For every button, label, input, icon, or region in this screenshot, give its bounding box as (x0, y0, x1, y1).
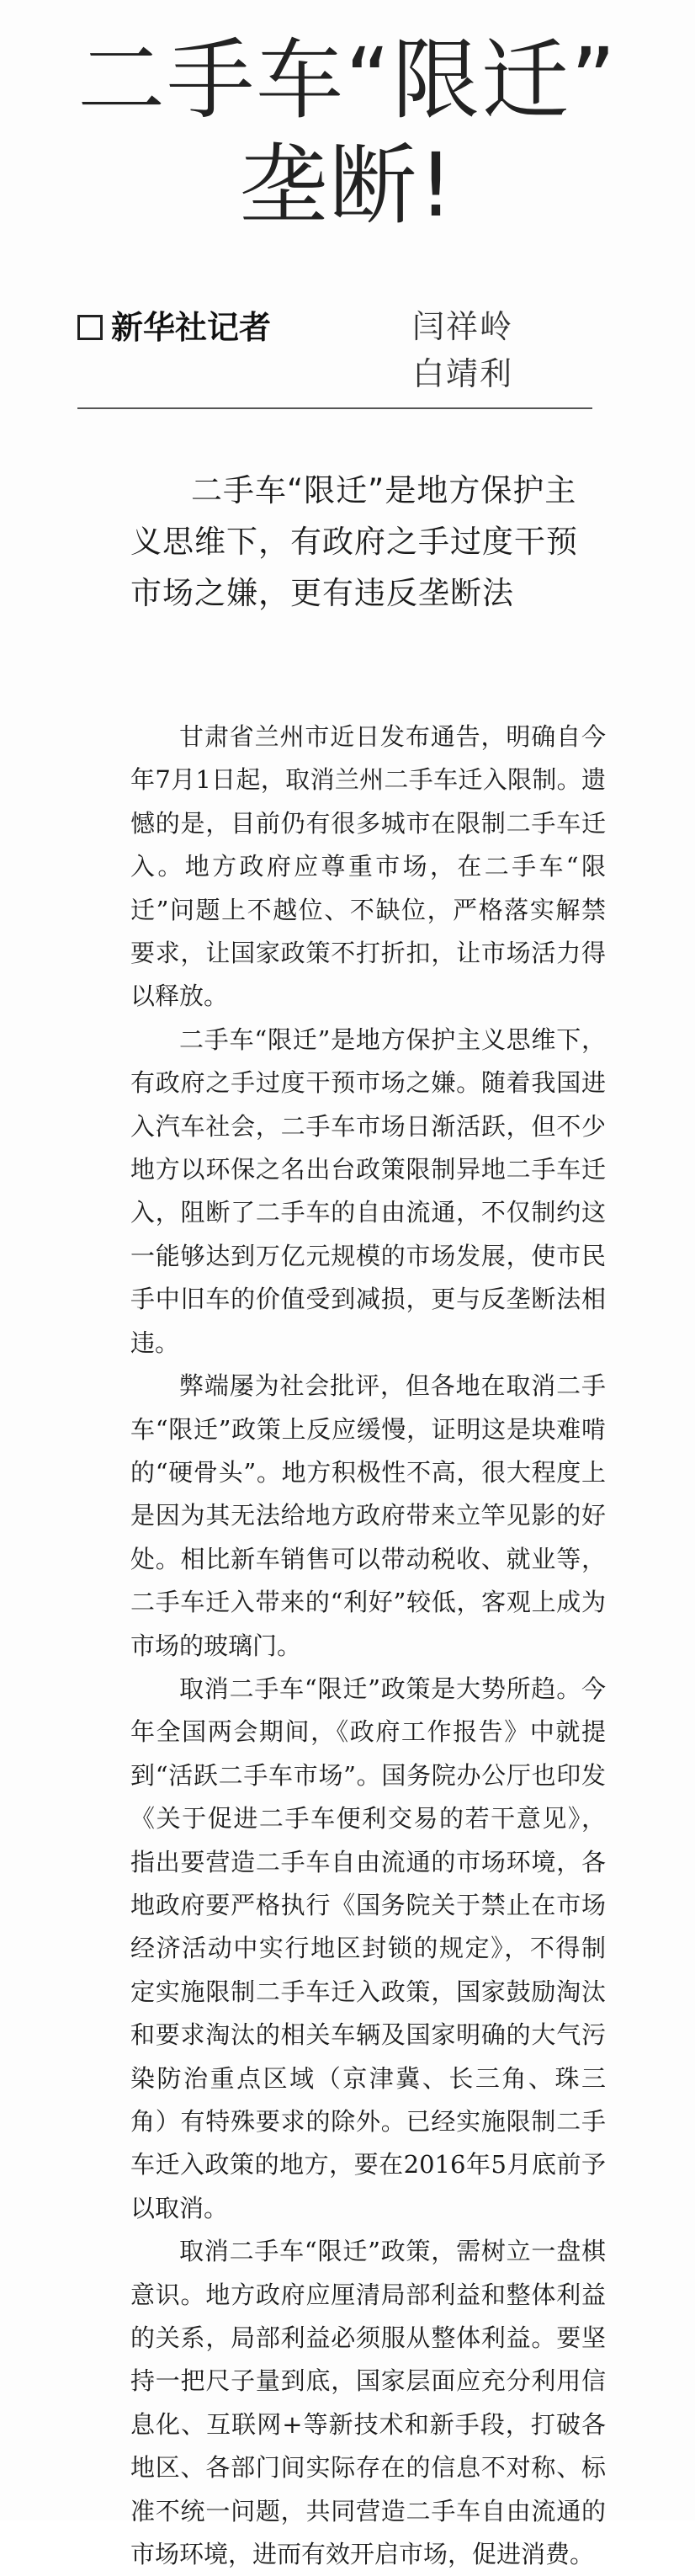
article-body (130, 716, 606, 2576)
body-paragraph: 甘肃省兰州市近日发布通告，明确自今年7月1日起，取消兰州二手车迁入限制。遗憾的是，目前仍有很多城市在限制二手车迁入。地方政府应尊重市场，在二手车“限迁”问题上不越位、不缺位，严格落实解禁要求，让国家政策不打折扣，让市场活力得以释放。 (130, 722, 606, 1011)
byline (77, 305, 616, 397)
divider (77, 407, 592, 409)
square-bullet-icon (77, 315, 103, 340)
byline-agency: 新华社记者 (111, 309, 272, 346)
headline-line-2: 垄断! (240, 134, 455, 237)
body-paragraph: 取消二手车“限迁”政策是大势所趋。今年全国两会期间，《政府工作报告》中就提到“活跃二手车市场”。国务院办公厅也印发《关于促进二手车便利交易的若干意见》，指出要营造二手车自由流通的市场环境，各地政府要严格执行《国务院关于禁止在市场经济活动中实行地区封锁的规定》，不得制定实施限制二手车迁入政策，国家鼓励淘汰和要求淘汰的相关车辆及国家明确的大气污染防治重点区域（京津冀、长三角、珠三角）有特殊要求的除外。已经实施限制二手车迁入政策的地方，要在2016年5月底前予以取消。 (130, 1674, 606, 2222)
byline-reporter: 白靖利 (412, 355, 514, 392)
body-paragraph: 弊端屡为社会批评，但各地在取消二手车“限迁”政策上反应缓慢，证明这是块难啃的“硬骨头”。地方积极性不高，很大程度上是因为其无法给地方政府带来立竿见影的好处。相比新车销售可以带动税收、就业等，二手车迁入带来的“利好”较低，客观上成为市场的玻璃门。 (130, 1371, 606, 1660)
lead-summary: 二手车“限迁”是地方保护主义思维下，有政府之手过度干预市场之嫌，更有违反垄断法 (130, 472, 578, 611)
body-paragraph: 取消二手车“限迁”政策，需树立一盘棋意识。地方政府应厘清局部利益和整体利益的关系，局部利益必须服从整体利益。要坚持一把尺子量到底，国家层面应充分利用信息化、互联网+等新技术和新手段，打破各地区、各部门间实际存在的信息不对称、标准不统一问题，共同营造二手车自由流通的市场环境，进而有效开启市场，促进消费。 (130, 2237, 606, 2569)
byline-reporter: 闫祥岭 (412, 308, 514, 345)
body-paragraph: 二手车“限迁”是地方保护主义思维下，有政府之手过度干预市场之嫌。随着我国进入汽车社会，二手车市场日渐活跃，但不少地方以环保之名出台政策限制异地二手车迁入，阻断了二手车的自由流通，不仅制约这一能够达到万亿元规模的市场发展，使市民手中旧车的价值受到减损，更与反垄断法相违。 (130, 1025, 606, 1357)
headline-line-1: 二手车“限迁” (77, 29, 618, 131)
